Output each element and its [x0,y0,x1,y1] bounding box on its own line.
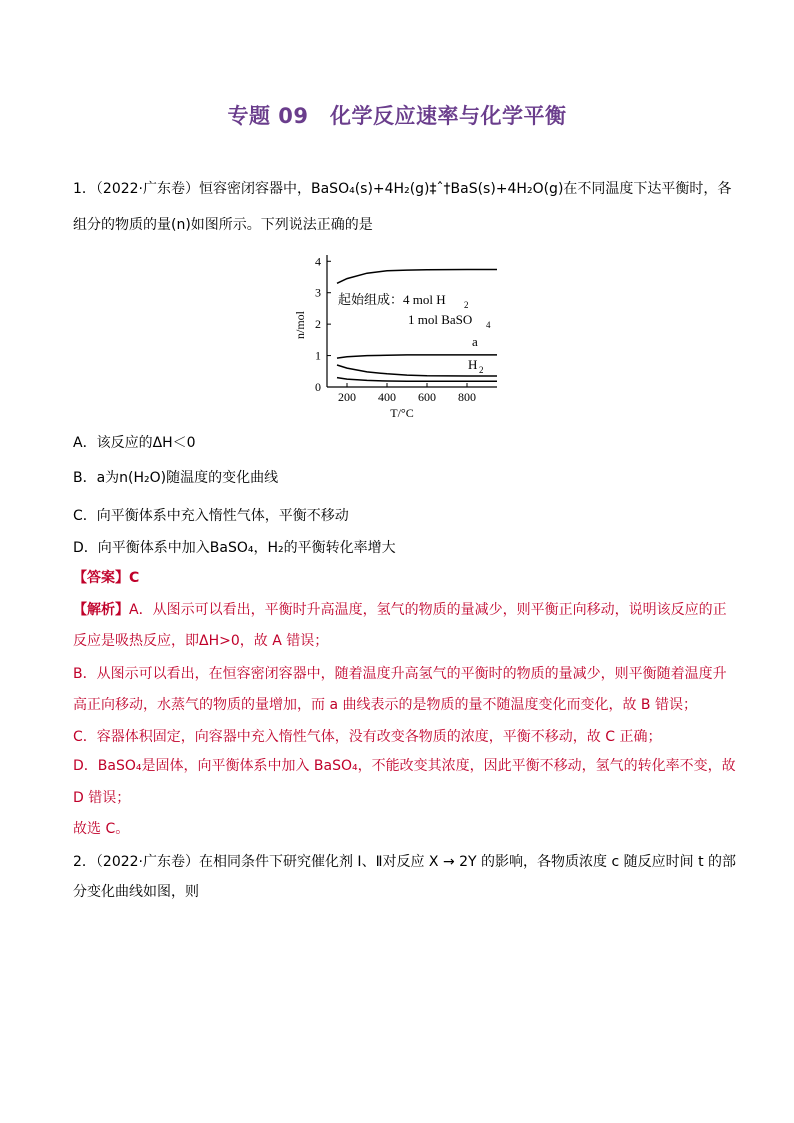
equilibrium-chart [290,245,510,425]
question-2-line2: 分变化曲线如图，则 [73,884,199,900]
annotation-line1-sub: 2 [464,300,469,310]
analysis-line-6: D．BaSO₄是固体，向平衡体系中加入 BaSO₄，不能改变其浓度，因此平衡不移动，氢气的转化率不变，故 [73,758,736,774]
option-b: B．a为n(H₂O)随温度的变化曲线 [73,470,279,486]
y-axis-label: n/mol [293,310,307,340]
analysis-line-2: 反应是吸热反应，即ΔH>0，故 A 错误； [73,633,329,649]
y-tick-label: 3 [315,285,321,300]
annotation-line2: 1 mol BaSO [408,312,473,327]
question-1-stem-line1 [73,179,733,199]
analysis-line-1 [73,600,733,620]
series-label-a: a [472,334,478,349]
series-label-h2: H [468,357,478,372]
series-line-0 [337,270,497,284]
option-c: C．向平衡体系中充入惰性气体，平衡不移动 [73,508,349,524]
x-tick-label: 400 [378,390,396,404]
y-tick-label: 2 [315,317,321,332]
answer-value: C [129,570,140,586]
analysis-line-8: 故选 C。 [73,821,130,837]
option-d: D．向平衡体系中加入BaSO₄，H₂的平衡转化率增大 [73,540,396,556]
analysis-line-7: D 错误； [73,790,131,806]
y-tick-label: 4 [315,254,321,269]
q1-equation: BaSO₄(s)+4H₂(g)‡ˆ†BaS(s)+4H₂O(g) [311,181,564,197]
q1-stem-suffix: 在不同温度下达平衡时，各 [563,181,732,197]
x-tick-label: 200 [338,390,356,404]
x-tick-label: 600 [418,390,436,404]
page-title: 专题 09 化学反应速率与化学平衡 [227,104,567,128]
question-2-line1: 2．（2022·广东卷）在相同条件下研究催化剂 I、Ⅱ对反应 X → 2Y 的影响，各物质浓度 c 随反应时间 t 的部 [73,854,737,870]
x-axis-label: T/°C [390,406,414,420]
series-line-3 [337,378,497,382]
y-tick-label: 1 [315,348,321,363]
series-label-h2-sub: 2 [479,365,484,375]
answer-label: 【答案】 [73,570,129,586]
y-tick-label: 0 [315,380,321,394]
analysis-line-3: B．从图示可以看出，在恒容密闭容器中，随着温度升高氢气的平衡时的物质的量减少，则平衡随着温度升 [73,666,727,682]
annotation-line1: 起始组成：4 mol H [338,292,446,307]
chart-labels [293,254,491,420]
annotation-line2-sub: 4 [486,320,491,330]
x-tick-label: 800 [458,390,476,404]
option-a: A．该反应的ΔH＜0 [73,435,196,451]
question-1-stem-line2: 组分的物质的量(n)如图所示。下列说法正确的是 [73,217,373,233]
analysis-text-1: A．从图示可以看出，平衡时升高温度，氢气的物质的量减少，则平衡正向移动，说明该反应的正 [129,602,727,618]
analysis-line-5: C．容器体积固定，向容器中充入惰性气体，没有改变各物质的浓度，平衡不移动，故 C 正确； [73,729,662,745]
analysis-label: 【解析】 [73,602,129,618]
analysis-line-4: 高正向移动，水蒸气的物质的量增加，而 a 曲线表示的是物质的量不随温度变化而变化，故 B 错误； [73,697,697,713]
q1-stem-prefix: 1．（2022·广东卷）恒容密闭容器中， [73,181,311,197]
answer-line [73,568,733,588]
